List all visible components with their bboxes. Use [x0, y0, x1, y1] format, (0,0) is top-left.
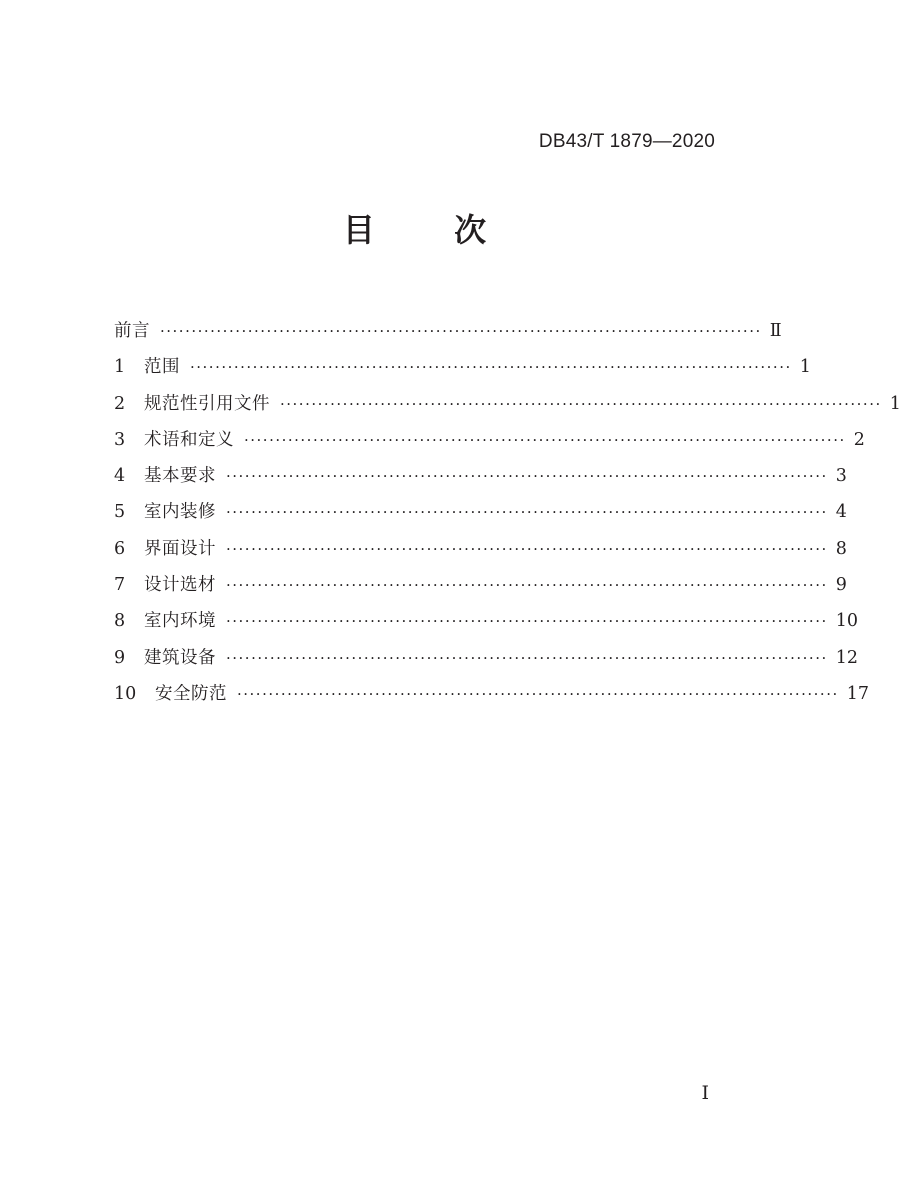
- toc-entry-interior-decoration[interactable]: [114, 494, 847, 530]
- toc-entry-number: 4: [114, 466, 126, 487]
- toc-entry-label: 术语和定义: [144, 429, 234, 450]
- toc-entry-label: 室内装修: [144, 502, 216, 523]
- toc-entry-label: 建筑设备: [144, 647, 216, 668]
- toc-entry-page: 12: [835, 647, 859, 668]
- toc-leader-dots: ································································································: [226, 648, 828, 667]
- toc-entry-page: 2: [853, 429, 865, 450]
- toc-entry-number: 6: [114, 538, 126, 559]
- page-title: 目 次: [342, 211, 521, 249]
- toc-leader-dots: ································································································: [226, 612, 828, 631]
- toc-entry-material-selection[interactable]: [114, 567, 847, 603]
- toc-entry-number: 7: [114, 575, 126, 596]
- toc-entry-page: Ⅱ: [769, 321, 782, 341]
- toc-entry-interface-design[interactable]: [114, 531, 847, 567]
- toc-entry-page: 4: [835, 502, 847, 523]
- toc-leader-dots: ································································································: [226, 503, 828, 522]
- toc-entry-page: 1: [889, 393, 901, 414]
- toc-entry-number: 8: [114, 611, 126, 632]
- toc-entry-number: 3: [114, 429, 126, 450]
- page-folio: I: [701, 1082, 709, 1104]
- toc-entry-label: 室内环境: [144, 611, 216, 632]
- toc-entry-terms-definitions[interactable]: [114, 422, 865, 458]
- toc-entry-page: 3: [835, 466, 847, 487]
- toc-entry-label: 设计选材: [144, 575, 216, 596]
- toc-entry-page: 17: [846, 683, 870, 704]
- toc-leader-dots: ································································································: [190, 358, 792, 377]
- toc-leader-dots: ································································································: [280, 394, 882, 413]
- toc-entry-page: 9: [835, 575, 847, 596]
- toc-entry-number: 9: [114, 647, 126, 668]
- toc-entry-indoor-environment[interactable]: [114, 603, 859, 639]
- toc-entry-number: 10: [114, 683, 137, 704]
- toc-entry-number: 5: [114, 502, 126, 523]
- toc-entry-basic-requirements[interactable]: [114, 458, 847, 494]
- toc-entry-page: 10: [835, 611, 859, 632]
- toc-entry-number: 1: [114, 357, 126, 378]
- toc-entry-number: 2: [114, 393, 126, 414]
- toc-leader-dots: ································································································: [244, 430, 846, 449]
- toc-entry-security-protection[interactable]: [114, 676, 870, 712]
- toc-entry-page: 1: [799, 357, 811, 378]
- table-of-contents: [114, 313, 901, 712]
- toc-entry-label: 范围: [144, 357, 180, 378]
- toc-leader-dots: ································································································: [226, 467, 828, 486]
- toc-entry-label: 规范性引用文件: [144, 393, 270, 414]
- toc-entry-label: 前言: [114, 321, 150, 341]
- toc-entry-label: 安全防范: [155, 683, 227, 704]
- toc-entry-page: 8: [835, 538, 847, 559]
- toc-entry-label: 基本要求: [144, 466, 216, 487]
- document-number: DB43/T 1879—2020: [538, 131, 715, 152]
- toc-leader-dots: ································································································: [160, 322, 762, 340]
- toc-entry-normative-references[interactable]: [114, 386, 901, 422]
- toc-entry-building-equipment[interactable]: [114, 640, 859, 676]
- toc-entry-scope[interactable]: [114, 349, 811, 385]
- toc-leader-dots: ································································································: [226, 576, 828, 595]
- toc-entry-label: 界面设计: [144, 538, 216, 559]
- toc-leader-dots: ································································································: [237, 684, 839, 703]
- toc-leader-dots: ································································································: [226, 539, 828, 558]
- toc-entry-foreword[interactable]: [114, 313, 782, 349]
